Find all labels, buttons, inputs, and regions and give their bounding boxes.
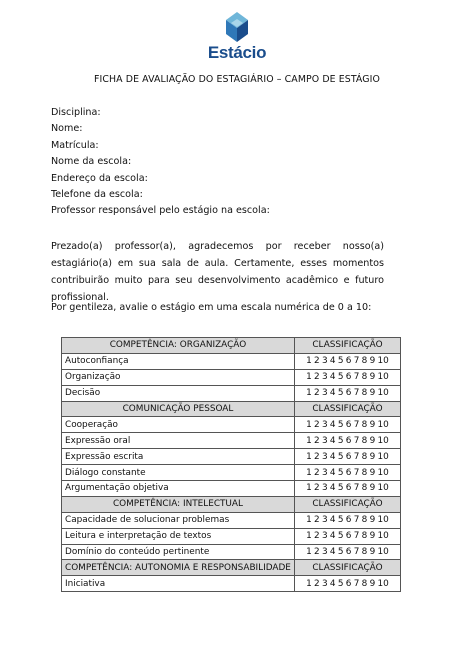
rating-option[interactable]: 3: [321, 467, 328, 478]
rating-option[interactable]: 5: [337, 435, 344, 446]
rating-option[interactable]: 3: [321, 547, 328, 558]
rating-option[interactable]: 4: [329, 356, 336, 367]
rating-option[interactable]: 3: [321, 483, 328, 494]
rating-option[interactable]: 2: [314, 388, 320, 399]
rating-scale: [294, 544, 400, 560]
rating-option[interactable]: 3: [321, 419, 328, 430]
rating-option[interactable]: 2: [314, 435, 320, 446]
rating-option[interactable]: 10: [377, 372, 389, 383]
rating-option[interactable]: 5: [337, 356, 344, 367]
rating-option[interactable]: 10: [377, 578, 389, 589]
rating-option[interactable]: 6: [345, 372, 352, 383]
rating-option[interactable]: 1: [306, 515, 312, 526]
rating-option[interactable]: 4: [329, 515, 336, 526]
section-header-row: [62, 338, 401, 354]
field-professor-responsavel: Professor responsável pelo estágio na escola:: [51, 205, 270, 217]
rating-option[interactable]: 9: [369, 372, 376, 383]
table-row: [62, 465, 401, 481]
estacio-logo-icon: [217, 11, 257, 43]
table-row: [62, 369, 401, 385]
rating-option[interactable]: 4: [329, 467, 336, 478]
criterion-label: Decisão: [62, 385, 295, 401]
rating-option[interactable]: 7: [353, 578, 360, 589]
rating-option[interactable]: 10: [377, 356, 389, 367]
rating-option[interactable]: 7: [353, 419, 360, 430]
rating-option[interactable]: 8: [361, 356, 368, 367]
rating-option[interactable]: 5: [337, 388, 344, 399]
rating-option[interactable]: 9: [369, 531, 376, 542]
rating-option[interactable]: 2: [314, 356, 320, 367]
rating-option[interactable]: 5: [337, 531, 344, 542]
rating-option[interactable]: 7: [353, 547, 360, 558]
section-heading: COMPETÊNCIA: INTELECTUAL: [62, 496, 295, 512]
field-matricula: Matrícula:: [51, 139, 99, 151]
rating-option[interactable]: 1: [306, 372, 312, 383]
rating-option[interactable]: 7: [353, 531, 360, 542]
rating-option[interactable]: 5: [337, 451, 344, 462]
intro-paragraph: Prezado(a) professor(a), agradecemos por receber nosso(a) estagiário(a) em sua sala de aula. Certamente, esses momentos contribuirão muito para seu desenvolvimento acadêmico e futuro profissional.: [51, 241, 384, 303]
rating-option[interactable]: 3: [321, 356, 328, 367]
section-heading: COMPETÊNCIA: ORGANIZAÇÃO: [62, 338, 295, 354]
rating-option[interactable]: 3: [321, 531, 328, 542]
rating-option[interactable]: 10: [377, 547, 389, 558]
rating-option[interactable]: 1: [306, 388, 312, 399]
rating-option[interactable]: 9: [369, 483, 376, 494]
rating-option[interactable]: 6: [345, 531, 352, 542]
rating-option[interactable]: 8: [361, 483, 368, 494]
rating-option[interactable]: 2: [314, 483, 320, 494]
table-row: [62, 433, 401, 449]
rating-option[interactable]: 9: [369, 435, 376, 446]
rating-scale: [294, 512, 400, 528]
rating-scale: [294, 353, 400, 369]
rating-option[interactable]: 4: [329, 531, 336, 542]
rating-option[interactable]: 7: [353, 451, 360, 462]
rating-option[interactable]: 4: [329, 483, 336, 494]
rating-option[interactable]: 2: [314, 515, 320, 526]
rating-option[interactable]: 10: [377, 435, 389, 446]
rating-option[interactable]: 9: [369, 388, 376, 399]
rating-option[interactable]: 9: [369, 467, 376, 478]
criterion-label: Domínio do conteúdo pertinente: [62, 544, 295, 560]
table-row: [62, 528, 401, 544]
rating-option[interactable]: 10: [377, 515, 389, 526]
rating-option[interactable]: 8: [361, 515, 368, 526]
rating-option[interactable]: 2: [314, 451, 320, 462]
table-row: [62, 544, 401, 560]
field-telefone-escola: Telefone da escola:: [51, 189, 143, 201]
table-row: [62, 353, 401, 369]
rating-option[interactable]: 5: [337, 578, 344, 589]
rating-option[interactable]: 3: [321, 372, 328, 383]
logo-wordmark: Estácio: [207, 43, 267, 62]
rating-option[interactable]: 7: [353, 515, 360, 526]
rating-option[interactable]: 5: [337, 419, 344, 430]
criterion-label: Expressão escrita: [62, 449, 295, 465]
rating-option[interactable]: 3: [321, 515, 328, 526]
evaluation-table: [61, 337, 401, 592]
rating-option[interactable]: 1: [306, 578, 312, 589]
rating-option[interactable]: 8: [361, 578, 368, 589]
rating-option[interactable]: 7: [353, 388, 360, 399]
rating-option[interactable]: 5: [337, 515, 344, 526]
rating-option[interactable]: 9: [369, 356, 376, 367]
rating-option[interactable]: 8: [361, 388, 368, 399]
rating-option[interactable]: 6: [345, 515, 352, 526]
rating-option[interactable]: 3: [321, 388, 328, 399]
criterion-label: Organização: [62, 369, 295, 385]
rating-option[interactable]: 1: [306, 467, 312, 478]
classification-heading: CLASSIFICAÇÃO: [294, 338, 400, 354]
rating-scale: [294, 385, 400, 401]
rating-option[interactable]: 5: [337, 467, 344, 478]
rating-option[interactable]: 9: [369, 578, 376, 589]
rating-option[interactable]: 10: [377, 467, 389, 478]
rating-option[interactable]: 1: [306, 531, 312, 542]
rating-option[interactable]: 1: [306, 451, 312, 462]
rating-option[interactable]: 7: [353, 435, 360, 446]
rating-option[interactable]: 2: [314, 372, 320, 383]
rating-option[interactable]: 2: [314, 547, 320, 558]
field-nome: Nome:: [51, 123, 83, 135]
rating-option[interactable]: 1: [306, 419, 312, 430]
rating-option[interactable]: 10: [377, 483, 389, 494]
criterion-label: Iniciativa: [62, 576, 295, 592]
criterion-label: Autoconfiança: [62, 353, 295, 369]
classification-heading: CLASSIFICAÇÃO: [294, 496, 400, 512]
table-row: [62, 481, 401, 497]
rating-scale: [294, 481, 400, 497]
criterion-label: Argumentação objetiva: [62, 481, 295, 497]
rating-scale: [294, 528, 400, 544]
rating-scale: [294, 433, 400, 449]
rating-option[interactable]: 5: [337, 372, 344, 383]
rating-option[interactable]: 9: [369, 515, 376, 526]
rating-option[interactable]: 2: [314, 419, 320, 430]
rating-option[interactable]: 1: [306, 435, 312, 446]
rating-option[interactable]: 6: [345, 451, 352, 462]
rating-option[interactable]: 1: [306, 356, 312, 367]
rating-option[interactable]: 8: [361, 467, 368, 478]
section-heading: COMUNICAÇÃO PESSOAL: [62, 401, 295, 417]
rating-option[interactable]: 10: [377, 388, 389, 399]
rating-scale: [294, 576, 400, 592]
criterion-label: Diálogo constante: [62, 465, 295, 481]
rating-option[interactable]: 8: [361, 531, 368, 542]
section-heading: COMPETÊNCIA: AUTONOMIA E RESPONSABILIDADE: [62, 560, 295, 576]
classification-heading: CLASSIFICAÇÃO: [294, 401, 400, 417]
rating-option[interactable]: 3: [321, 451, 328, 462]
section-header-row: [62, 401, 401, 417]
rating-option[interactable]: 5: [337, 483, 344, 494]
rating-option[interactable]: 6: [345, 435, 352, 446]
rating-option[interactable]: 8: [361, 419, 368, 430]
rating-option[interactable]: 9: [369, 419, 376, 430]
rating-option[interactable]: 5: [337, 547, 344, 558]
table-row: [62, 576, 401, 592]
section-header-row: [62, 560, 401, 576]
field-endereco-escola: Endereço da escola:: [51, 172, 148, 184]
rating-option[interactable]: 3: [321, 435, 328, 446]
rating-option[interactable]: 4: [329, 451, 336, 462]
rating-option[interactable]: 4: [329, 372, 336, 383]
rating-option[interactable]: 6: [345, 483, 352, 494]
rating-option[interactable]: 4: [329, 578, 336, 589]
rating-option[interactable]: 2: [314, 578, 320, 589]
rating-option[interactable]: 7: [353, 356, 360, 367]
table-row: [62, 417, 401, 433]
rating-option[interactable]: 7: [353, 372, 360, 383]
rating-option[interactable]: 6: [345, 547, 352, 558]
table-row: [62, 512, 401, 528]
rating-option[interactable]: 7: [353, 467, 360, 478]
rating-option[interactable]: 10: [377, 419, 389, 430]
rating-scale: [294, 449, 400, 465]
classification-heading: CLASSIFICAÇÃO: [294, 560, 400, 576]
rating-option[interactable]: 2: [314, 531, 320, 542]
rating-option[interactable]: 8: [361, 435, 368, 446]
criterion-label: Cooperação: [62, 417, 295, 433]
rating-option[interactable]: 4: [329, 547, 336, 558]
rating-option[interactable]: 6: [345, 419, 352, 430]
rating-option[interactable]: 9: [369, 451, 376, 462]
table-row: [62, 449, 401, 465]
table-row: [62, 385, 401, 401]
section-header-row: [62, 496, 401, 512]
rating-option[interactable]: 2: [314, 467, 320, 478]
rating-option[interactable]: 4: [329, 435, 336, 446]
estacio-logo: [192, 11, 282, 63]
rating-option[interactable]: 4: [329, 419, 336, 430]
criterion-label: Leitura e interpretação de textos: [62, 528, 295, 544]
rating-scale: [294, 417, 400, 433]
criterion-label: Expressão oral: [62, 433, 295, 449]
rating-scale: [294, 465, 400, 481]
document-title: FICHA DE AVALIAÇÃO DO ESTAGIÁRIO – CAMPO DE ESTÁGIO: [94, 74, 380, 85]
rating-option[interactable]: 6: [345, 356, 352, 367]
rating-option[interactable]: 8: [361, 372, 368, 383]
rating-option[interactable]: 3: [321, 578, 328, 589]
rating-option[interactable]: 10: [377, 451, 389, 462]
rating-option[interactable]: 10: [377, 531, 389, 542]
rating-option[interactable]: 4: [329, 388, 336, 399]
rating-option[interactable]: 8: [361, 451, 368, 462]
rating-option[interactable]: 6: [345, 578, 352, 589]
rating-option[interactable]: 6: [345, 467, 352, 478]
scale-instruction: Por gentileza, avalie o estágio em uma escala numérica de 0 a 10:: [51, 302, 372, 313]
rating-option[interactable]: 1: [306, 547, 312, 558]
rating-option[interactable]: 9: [369, 547, 376, 558]
rating-option[interactable]: 8: [361, 547, 368, 558]
field-disciplina: Disciplina:: [51, 107, 101, 118]
rating-scale: [294, 369, 400, 385]
identification-fields: [51, 105, 270, 220]
rating-option[interactable]: 6: [345, 388, 352, 399]
rating-option[interactable]: 7: [353, 483, 360, 494]
rating-option[interactable]: 1: [306, 483, 312, 494]
criterion-label: Capacidade de solucionar problemas: [62, 512, 295, 528]
field-nome-escola: Nome da escola:: [51, 156, 132, 168]
